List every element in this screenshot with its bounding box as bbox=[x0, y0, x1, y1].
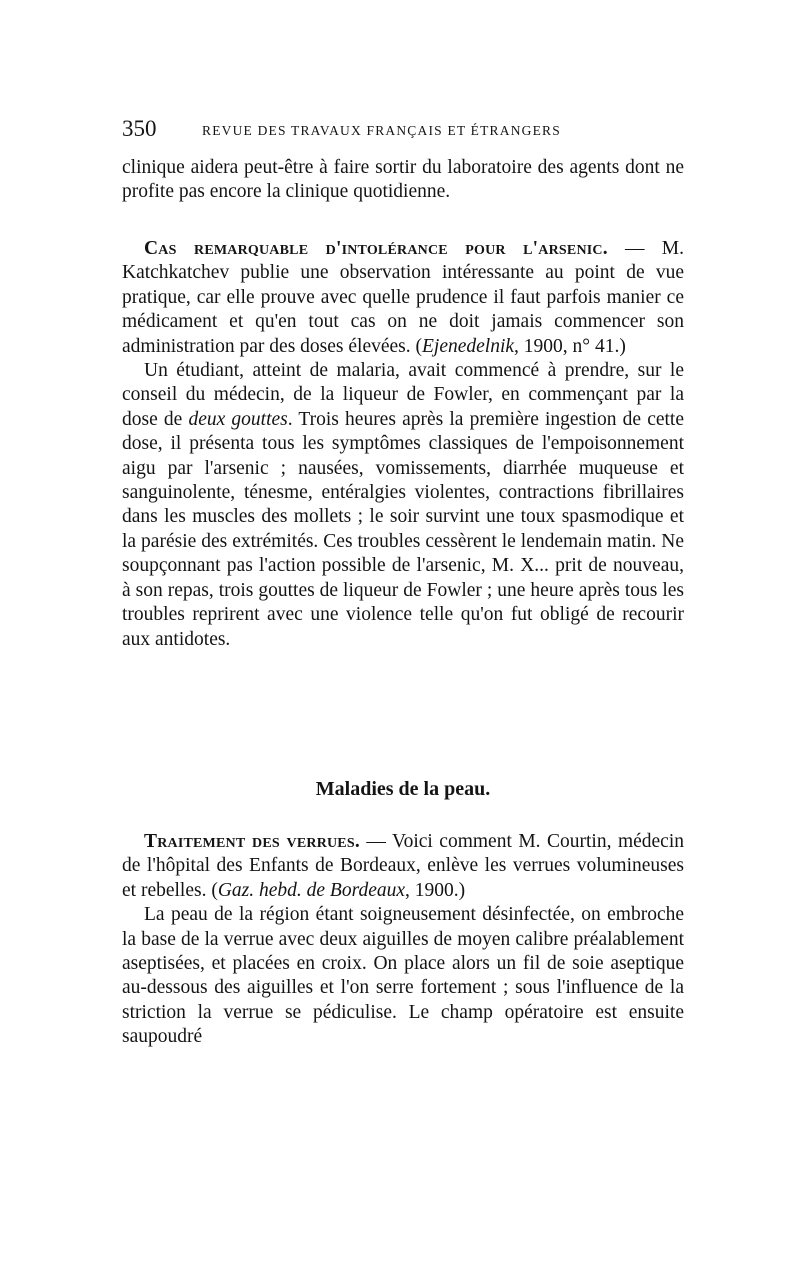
article-arsenic-dose: deux gouttes bbox=[188, 408, 288, 430]
article-arsenic-intro: — M. Katchkatchev publie une observation intéressante au point de vue pratique, car elle prouve avec quelle prudence il faut parfois manier ce médicament et qu'en tout cas on ne doit jamais commencer son administration par des doses élevées. ( bbox=[122, 238, 685, 357]
article-arsenic-case-rest: . Trois heures après la première ingestion de cette dose, il présenta tous les symptômes classiques de l'empoisonnement aigu par l'arsenic ; nausées, vomissements, diarrhée muqueuse et sanguinolente, ténesme, entéralgies violentes, contractions fibrillaires dans les muscles des mollets ; le soir survint une toux spasmodique et la parésie des extrémités. Ces troubles cessèrent le lendemain matin. Ne soupçonnant pas l'action possible de l'arsenic, M. X... prit de nouveau, à son repas, trois gouttes de liqueur de Fowler ; une heure après tous les troubles reprirent avec une violence telle qu'on fut obligé de recourir aux antidotes. bbox=[122, 408, 685, 650]
article-verrues-title: Traitement des verrues. bbox=[144, 831, 360, 852]
running-title: REVUE DES TRAVAUX FRANÇAIS ET ÉTRANGERS bbox=[202, 123, 561, 138]
article-verrues-source: Gaz. hebd. de Bordeaux bbox=[217, 879, 406, 901]
article-verrues-intro: — Voici comment M. Courtin, médecin de l'hôpital des Enfants de Bordeaux, enlève les verrues volumineuses et rebelles. ( bbox=[122, 831, 685, 901]
article-arsenic bbox=[122, 237, 684, 652]
article-verrues-paragraph-1 bbox=[122, 830, 684, 903]
article-arsenic-paragraph-1 bbox=[122, 237, 684, 359]
section-title: Maladies de la peau. bbox=[315, 778, 491, 800]
article-arsenic-title: Cas remarquable d'intolérance pour l'arsenic. bbox=[144, 238, 608, 259]
article-verrues bbox=[122, 830, 684, 1050]
continuation-block bbox=[122, 156, 684, 205]
article-arsenic-source: Ejenedelnik bbox=[422, 335, 515, 357]
page-number: 350 bbox=[122, 116, 157, 141]
article-verrues-source-ref: , 1900.) bbox=[405, 879, 466, 901]
article-arsenic-case-start: Un étudiant, atteint de malaria, avait commencé à prendre, sur le conseil du médecin, de la liqueur de Fowler, en commençant par la dose de bbox=[122, 360, 684, 430]
article-verrues-paragraph-2: La peau de la région étant soigneusement désinfectée, on embroche la base de la verrue avec deux aiguilles de moyen calibre préalablement aseptisées, et placées en croix. On place alors un fil de soie aseptique au-dessous des aiguilles et l'on serre fortement ; sous l'influence de la striction la verrue se pédiculise. Le champ opératoire est ensuite saupoudré bbox=[122, 904, 684, 1048]
page-header bbox=[122, 114, 682, 144]
article-arsenic-paragraph-2 bbox=[122, 359, 684, 652]
article-arsenic-source-ref: , 1900, n° 41.) bbox=[514, 335, 626, 357]
continuation-paragraph: clinique aidera peut-être à faire sortir du laboratoire des agents dont ne profite pas encore la clinique quotidienne. bbox=[122, 157, 684, 203]
